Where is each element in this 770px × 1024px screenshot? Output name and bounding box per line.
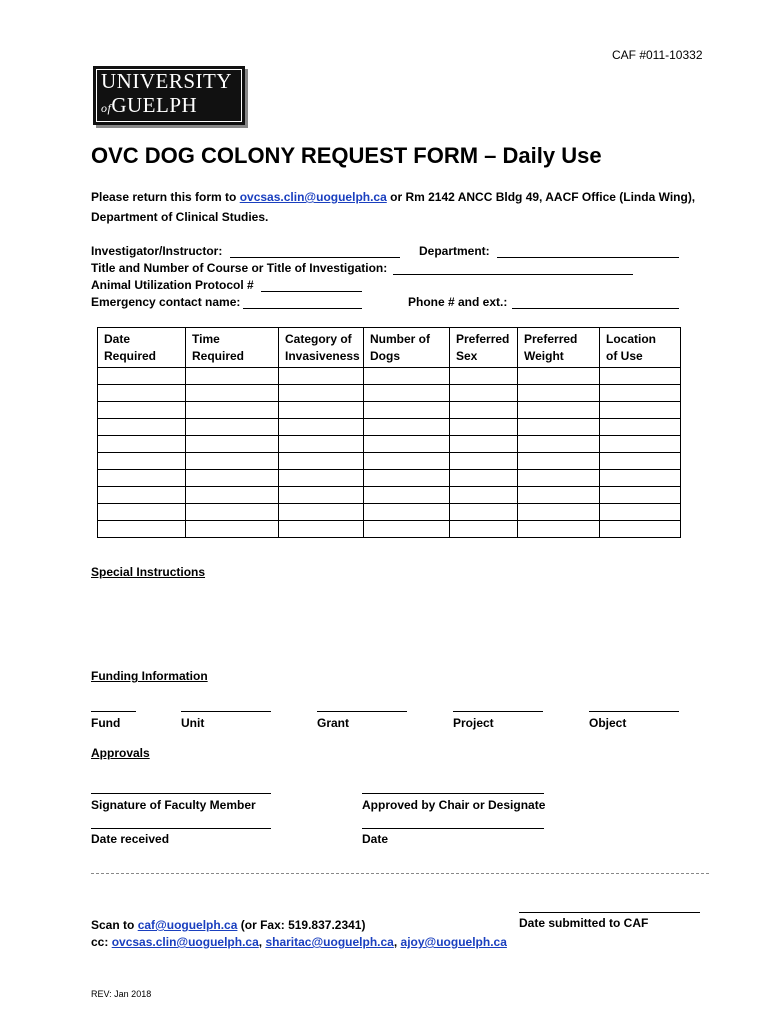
col-preferred-weight: Preferred Weight — [518, 328, 600, 368]
emergency-field: Emergency contact name: — [91, 295, 241, 309]
table-cell[interactable] — [518, 470, 600, 487]
date-received-line[interactable] — [91, 828, 271, 829]
unit-line[interactable] — [181, 711, 271, 712]
cc-email-link[interactable]: sharitac@uoguelph.ca — [265, 935, 394, 949]
signature-line[interactable] — [91, 793, 271, 794]
table-cell[interactable] — [186, 453, 279, 470]
caf-number: CAF #011-10332 — [612, 48, 703, 62]
table-cell[interactable] — [600, 436, 681, 453]
approvals-heading: Approvals — [91, 746, 150, 760]
col-date-required: Date Required — [98, 328, 186, 368]
table-cell[interactable] — [450, 521, 518, 538]
table-cell[interactable] — [600, 470, 681, 487]
funding-heading: Funding Information — [91, 669, 208, 683]
table-cell[interactable] — [98, 419, 186, 436]
table-cell[interactable] — [450, 453, 518, 470]
date-submitted-label: Date submitted to CAF — [519, 916, 649, 930]
table-row — [98, 504, 681, 521]
table-cell[interactable] — [364, 368, 450, 385]
scan-line: Scan to caf@uoguelph.ca (or Fax: 519.837.2341) — [91, 918, 366, 932]
caf-email-link[interactable]: caf@uoguelph.ca — [137, 918, 238, 932]
table-row — [98, 402, 681, 419]
table-cell[interactable] — [364, 521, 450, 538]
university-logo — [93, 66, 245, 125]
table-row — [98, 453, 681, 470]
table-cell[interactable] — [518, 504, 600, 521]
emergency-line[interactable] — [243, 308, 362, 309]
unit-label: Unit — [181, 716, 205, 730]
col-location-of-use: Location of Use — [600, 328, 681, 368]
table-cell[interactable] — [600, 487, 681, 504]
date-submitted-line[interactable] — [519, 912, 700, 913]
table-cell[interactable] — [186, 521, 279, 538]
investigator-line[interactable] — [230, 257, 400, 258]
table-cell[interactable] — [279, 453, 364, 470]
table-cell[interactable] — [279, 419, 364, 436]
table-cell[interactable] — [98, 521, 186, 538]
table-cell[interactable] — [364, 402, 450, 419]
table-cell[interactable] — [279, 521, 364, 538]
special-instructions-heading: Special Instructions — [91, 565, 206, 579]
col-preferred-sex: Preferred Sex — [450, 328, 518, 368]
table-cell[interactable] — [600, 521, 681, 538]
col-number-of-dogs: Number of Dogs — [364, 328, 450, 368]
table-cell[interactable] — [518, 436, 600, 453]
table-cell[interactable] — [186, 470, 279, 487]
logo-line2: ofGUELPH — [101, 93, 198, 117]
table-cell[interactable] — [518, 419, 600, 436]
table-header-row — [98, 328, 681, 368]
investigator-field: Investigator/Instructor: — [91, 244, 223, 258]
table-cell[interactable] — [98, 453, 186, 470]
fund-label: Fund — [91, 716, 121, 730]
table-cell[interactable] — [186, 419, 279, 436]
table-cell[interactable] — [364, 436, 450, 453]
table-cell[interactable] — [600, 419, 681, 436]
table-cell[interactable] — [98, 470, 186, 487]
cc-email-link[interactable]: ovcsas.clin@uoguelph.ca — [111, 935, 259, 949]
table-cell[interactable] — [98, 402, 186, 419]
table-cell[interactable] — [450, 436, 518, 453]
table-cell[interactable] — [186, 368, 279, 385]
table-cell[interactable] — [364, 419, 450, 436]
table-row — [98, 385, 681, 402]
object-label: Object — [589, 716, 627, 730]
table-cell[interactable] — [600, 385, 681, 402]
table-cell[interactable] — [98, 385, 186, 402]
table-row — [98, 436, 681, 453]
table-cell[interactable] — [364, 453, 450, 470]
signature-label: Signature of Faculty Member — [91, 798, 256, 812]
table-cell[interactable] — [279, 436, 364, 453]
table-cell[interactable] — [98, 487, 186, 504]
table-cell[interactable] — [279, 385, 364, 402]
table-cell[interactable] — [186, 487, 279, 504]
date-label: Date — [362, 832, 389, 846]
col-category-invasiveness: Category of Invasiveness — [279, 328, 364, 368]
phone-line[interactable] — [512, 308, 679, 309]
table-cell[interactable] — [364, 504, 450, 521]
department-field: Department: — [419, 244, 490, 258]
course-title-line[interactable] — [393, 274, 633, 275]
table-cell[interactable] — [364, 470, 450, 487]
table-cell[interactable] — [450, 487, 518, 504]
table-cell[interactable] — [600, 453, 681, 470]
table-cell[interactable] — [518, 521, 600, 538]
form-title: OVC DOG COLONY REQUEST FORM – Daily Use — [91, 143, 602, 168]
grant-label: Grant — [317, 716, 350, 730]
project-line[interactable] — [453, 711, 543, 712]
table-cell[interactable] — [600, 504, 681, 521]
approved-by-label: Approved by Chair or Designate — [362, 798, 546, 812]
table-row — [98, 368, 681, 385]
table-row — [98, 521, 681, 538]
table-cell[interactable] — [518, 402, 600, 419]
table-cell[interactable] — [279, 487, 364, 504]
table-cell[interactable] — [364, 487, 450, 504]
date-line[interactable] — [362, 828, 544, 829]
project-label: Project — [453, 716, 494, 730]
table-cell[interactable] — [186, 504, 279, 521]
table-cell[interactable] — [450, 470, 518, 487]
table-cell[interactable] — [450, 504, 518, 521]
table-row — [98, 419, 681, 436]
table-cell[interactable] — [186, 436, 279, 453]
course-title-field: Title and Number of Course or Title of Investigation: — [91, 261, 388, 275]
protocol-line[interactable] — [261, 291, 362, 292]
intro-text: Please return this form to ovcsas.clin@uoguelph.ca or Rm 2142 ANCC Bldg 49, AACF Office (Linda Wing), Department of Clinical Studies. — [91, 190, 696, 224]
department-line[interactable] — [497, 257, 679, 258]
table-cell[interactable] — [450, 368, 518, 385]
protocol-field: Animal Utilization Protocol # — [91, 278, 254, 292]
return-email-link[interactable]: ovcsas.clin@uoguelph.ca — [239, 190, 387, 204]
fund-line[interactable] — [91, 711, 136, 712]
logo-line1: UNIVERSITY — [101, 69, 232, 93]
separator-dashes — [91, 873, 709, 874]
table-cell[interactable] — [98, 436, 186, 453]
table-cell[interactable] — [186, 385, 279, 402]
phone-field: Phone # and ext.: — [408, 295, 508, 309]
table-row — [98, 470, 681, 487]
table-cell[interactable] — [518, 487, 600, 504]
table-cell[interactable] — [450, 419, 518, 436]
table-cell[interactable] — [279, 368, 364, 385]
object-line[interactable] — [589, 711, 679, 712]
table-cell[interactable] — [450, 402, 518, 419]
table-cell[interactable] — [600, 402, 681, 419]
table-cell[interactable] — [518, 453, 600, 470]
cc-email-link[interactable]: ajoy@uoguelph.ca — [400, 935, 507, 949]
table-cell[interactable] — [98, 368, 186, 385]
table-cell[interactable] — [279, 504, 364, 521]
date-received-label: Date received — [91, 832, 170, 846]
table-cell[interactable] — [518, 385, 600, 402]
table-cell[interactable] — [279, 470, 364, 487]
table-row — [98, 487, 681, 504]
table-cell[interactable] — [518, 368, 600, 385]
table-cell[interactable] — [600, 368, 681, 385]
revision-note: REV: Jan 2018 — [91, 989, 152, 999]
cc-line: cc: ovcsas.clin@uoguelph.ca, sharitac@uoguelph.ca, ajoy@uoguelph.ca — [91, 935, 507, 949]
col-time-required: Time Required — [186, 328, 279, 368]
table-cell[interactable] — [186, 402, 279, 419]
table-cell[interactable] — [279, 402, 364, 419]
request-table — [97, 327, 681, 538]
table-cell[interactable] — [364, 385, 450, 402]
approved-by-line[interactable] — [362, 793, 544, 794]
table-cell[interactable] — [450, 385, 518, 402]
table-cell[interactable] — [98, 504, 186, 521]
grant-line[interactable] — [317, 711, 407, 712]
